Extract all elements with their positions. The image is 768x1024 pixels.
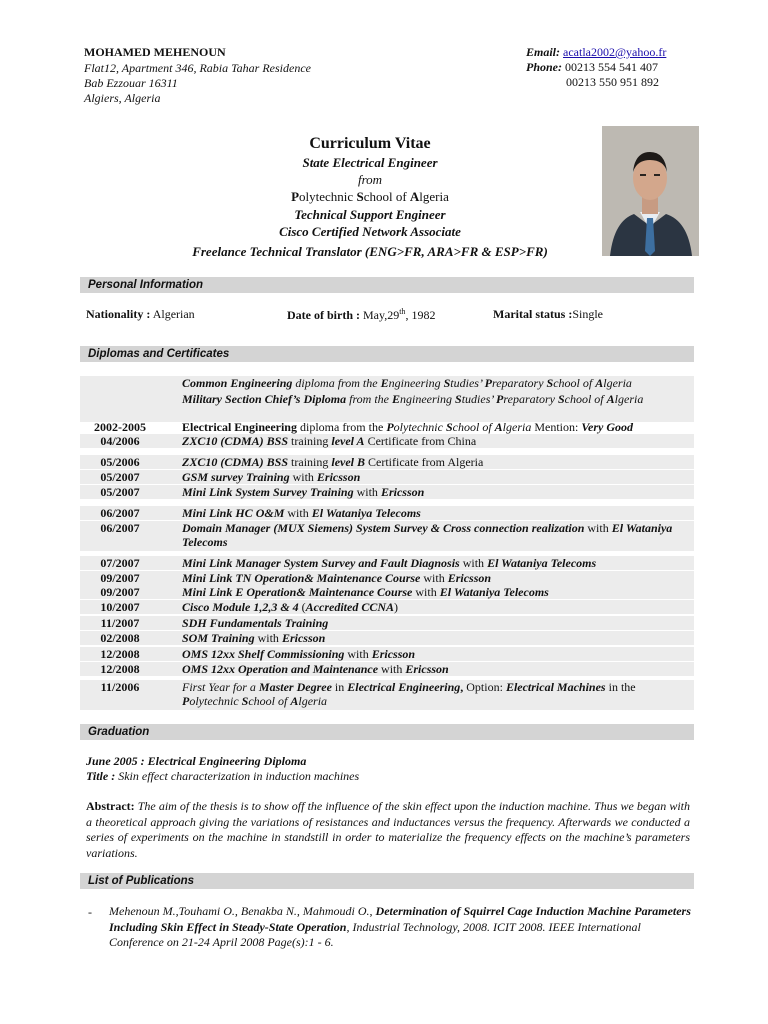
diploma-date: 2002-2005 (94, 420, 146, 434)
diploma-description: OMS 12xx Operation and Maintenance with Ericsson (182, 662, 449, 676)
diploma-description: SDH Fundamentals Training (182, 616, 329, 630)
section-header-graduation: Graduation (80, 724, 694, 740)
page-title: Curriculum Vitae (309, 135, 431, 152)
diploma-row (80, 571, 694, 585)
diploma-date: 09/2007 (100, 585, 140, 599)
subtitle-line: State Electrical Engineer (302, 155, 438, 170)
diploma-row (80, 521, 694, 551)
nationality-field: Nationality : Algerian (86, 307, 195, 321)
candidate-name: MOHAMED MEHENOUN (84, 45, 226, 59)
email-link[interactable]: acatla2002@yahoo.fr (563, 45, 667, 59)
diploma-row (80, 420, 694, 434)
address-line: Flat12, Apartment 346, Rabia Tahar Residence (84, 61, 311, 75)
diploma-description: Mini Link E Operation& Maintenance Course with El Wataniya Telecoms (182, 585, 549, 599)
address-line: Bab Ezzouar 16311 (84, 76, 178, 90)
diploma-description: Mini Link System Survey Training with Ericsson (182, 485, 425, 499)
diploma-date: 06/2007 (100, 506, 140, 520)
diploma-row (80, 647, 694, 661)
diploma-description: SOM Training with Ericsson (182, 631, 326, 645)
diploma-description: ZXC10 (CDMA) BSS training level A Certificate from China (182, 434, 477, 448)
diploma-date: 06/2007 (100, 521, 140, 535)
diploma-description: OMS 12xx Shelf Commissioning with Ericsson (182, 647, 416, 661)
diploma-description: ZXC10 (CDMA) BSS training level B Certificate from Algeria (182, 455, 484, 469)
graduation-abstract: Abstract: The aim of the thesis is to show off the influence of the skin effect upon the induction machine. Thus we began with a theoretical approach giving the variations of resistances and inductances versus the frequency. Afterwards we conducted a series of experiments on the machine in standstill in order to materialize the frequency effects on the machine’s parameters variations. (86, 799, 690, 860)
diploma-description: Military Section Chief’s Diploma from the Engineering Studies’ Preparatory School of Algeria (182, 392, 644, 406)
diploma-row (80, 485, 694, 499)
diploma-date: 04/2006 (100, 434, 140, 448)
marital-field: Marital status :Single (493, 307, 603, 321)
diploma-row (80, 455, 694, 469)
diploma-row (80, 556, 694, 570)
diploma-row (80, 600, 694, 614)
section-header-personal: Personal Information (80, 277, 694, 293)
contact-block (526, 45, 666, 90)
school-line: Polytechnic School of Algeria (291, 189, 449, 204)
diploma-row (80, 616, 694, 630)
subtitle-line: from (357, 172, 383, 187)
diploma-row (80, 434, 694, 448)
diploma-row (80, 470, 694, 484)
diploma-description: GSM survey Training with Ericsson (182, 470, 361, 484)
diploma-description: Mini Link HC O&M with El Wataniya Telecoms (182, 506, 421, 520)
diploma-description: Mini Link Manager System Survey and Fault Diagnosis with El Wataniya Telecoms (182, 556, 597, 570)
diploma-date: 05/2006 (100, 455, 140, 469)
diploma-date: 10/2007 (100, 600, 140, 614)
portrait-photo (602, 126, 699, 256)
address-line: Algiers, Algeria (84, 91, 161, 105)
section-header-diplomas: Diplomas and Certificates (80, 346, 694, 362)
diploma-description: Domain Manager (MUX Siemens) System Survey & Cross connection realization with El Wataniya Telecoms (182, 521, 673, 549)
diploma-date: 05/2007 (100, 470, 140, 484)
phone-number: 00213 550 951 892 (566, 75, 659, 89)
diploma-date: 09/2007 (100, 571, 140, 585)
diploma-description: Cisco Module 1,2,3 & 4 (Accredited CCNA) (182, 600, 398, 614)
graduation-heading: June 2005 : Electrical Engineering Diploma (86, 754, 307, 768)
diploma-row (80, 585, 694, 599)
diploma-date: 11/2007 (100, 616, 140, 630)
diploma-row (80, 662, 694, 676)
diploma-date: 12/2008 (100, 662, 140, 676)
phone-number: 00213 554 541 407 (565, 60, 658, 74)
diploma-row (80, 506, 694, 520)
diploma-date: 07/2007 (100, 556, 140, 570)
diploma-date: 11/2006 (100, 680, 140, 694)
section-header-publications: List of Publications (80, 873, 694, 889)
role-line: Freelance Technical Translator (ENG>FR, ARA>FR & ESP>FR) (192, 244, 548, 259)
diploma-row (80, 631, 694, 645)
diploma-date: 05/2007 (100, 485, 140, 499)
diploma-date: 12/2008 (100, 647, 140, 661)
diploma-row (80, 680, 694, 710)
dob-field: Date of birth : May,29th, 1982 (287, 307, 436, 322)
bullet: - (88, 905, 92, 919)
diploma-date: 02/2008 (100, 631, 140, 645)
publication-entry: Mehenoun M.,Touhami O., Benakba N., Mahmoudi O., Determination of Squirrel Cage Induction Machine Parameters Including Skin Effect in Steady-State Operation, Industrial Technology, 2008. ICIT 2008. IEEE International Conference on 21-24 April 2008 Page(s):1 - 6. (109, 904, 691, 949)
title-block (170, 134, 570, 240)
diploma-description: First Year for a Master Degree in Electrical Engineering, Option: Electrical Machines in the Polytechnic School of Algeria (182, 680, 636, 708)
graduation-title: Title : Skin effect characterization in induction machines (86, 769, 360, 783)
diploma-description: Mini Link TN Operation& Maintenance Course with Ericsson (182, 571, 492, 585)
role-line: Technical Support Engineer (294, 207, 446, 222)
role-line: Cisco Certified Network Associate (279, 224, 461, 239)
phone-label: Phone: (526, 60, 562, 74)
diploma-description: Electrical Engineering diploma from the Polytechnic School of Algeria Mention: Very Good (182, 420, 634, 434)
diploma-description: Common Engineering diploma from the Engineering Studies’ Preparatory School of Algeria (182, 376, 632, 390)
person-image (602, 126, 699, 256)
diploma-row (80, 376, 694, 392)
email-label: Email: (526, 45, 561, 59)
address-block (84, 61, 311, 106)
diploma-row (80, 392, 694, 422)
